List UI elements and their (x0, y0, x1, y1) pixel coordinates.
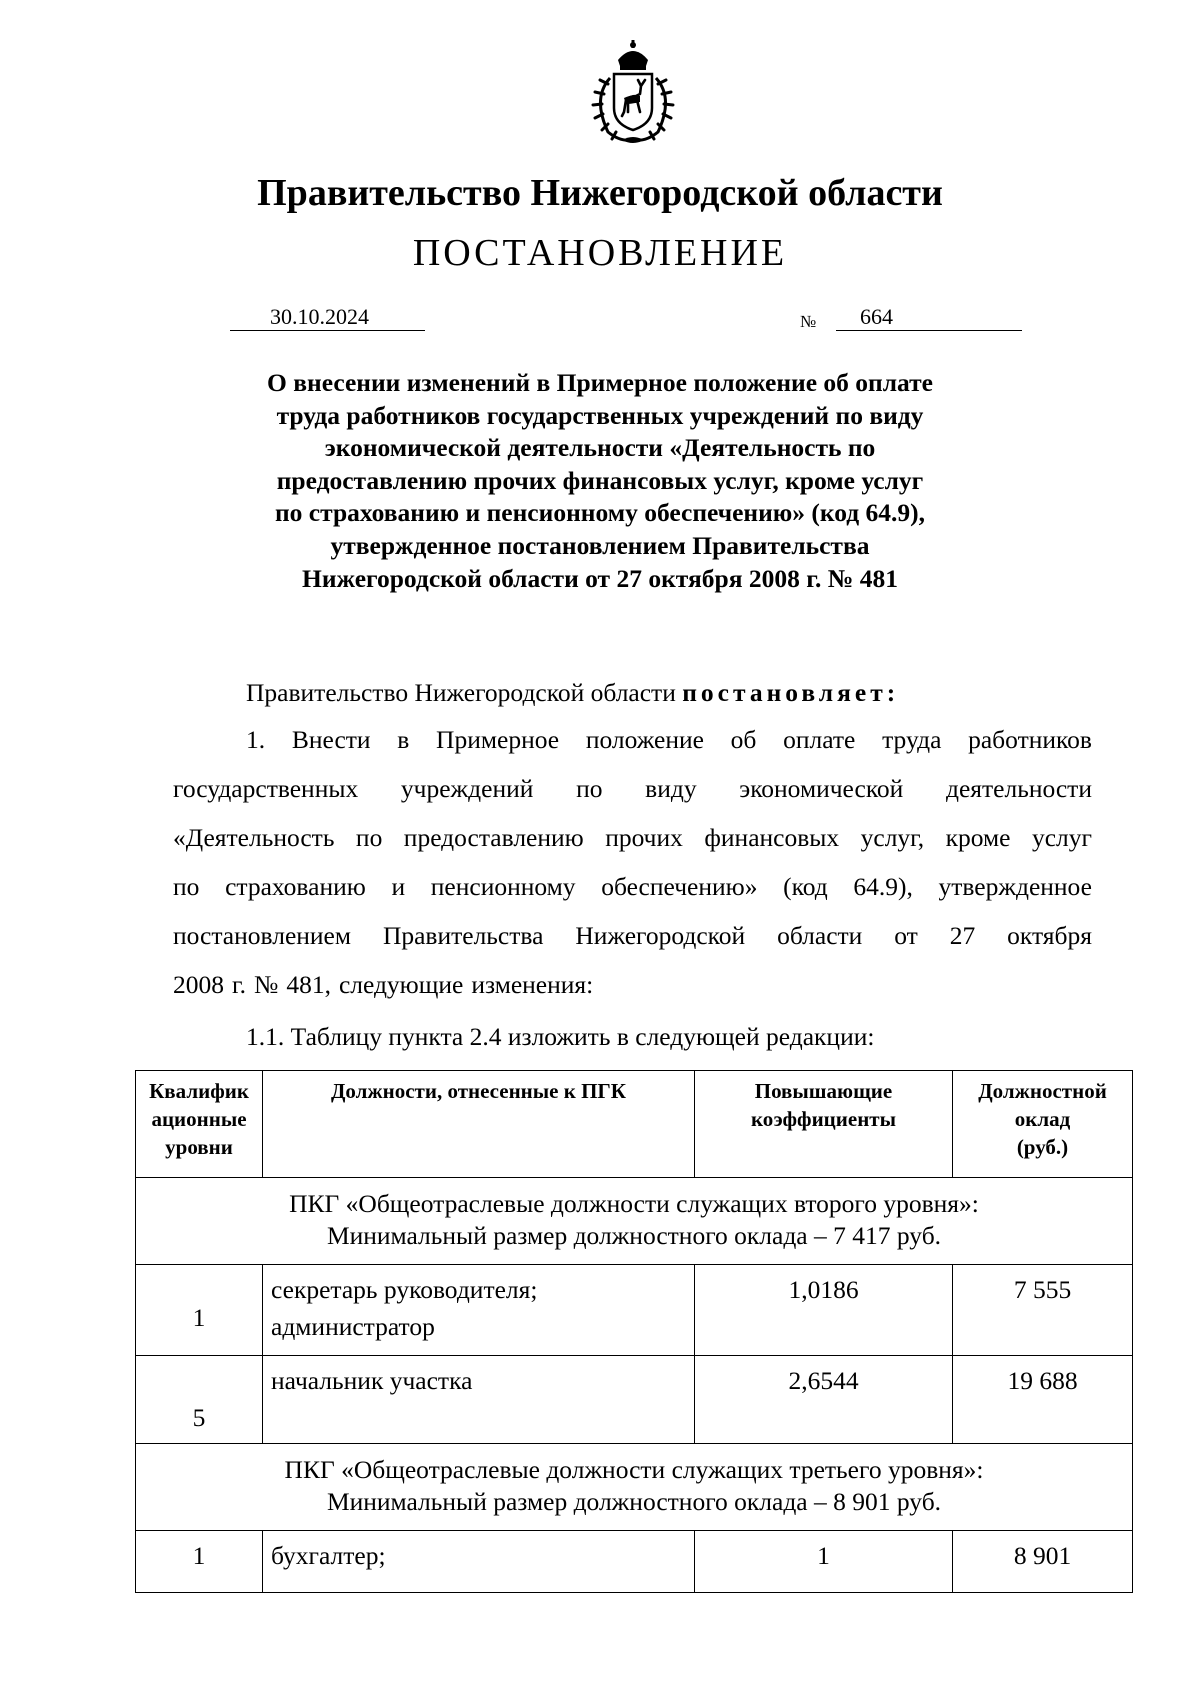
word: пенсионному (430, 872, 576, 901)
header-positions (263, 1071, 695, 1178)
level-cell: 5 (136, 1356, 263, 1444)
document-subject (160, 367, 1040, 595)
word: об (730, 725, 757, 754)
word: № (253, 970, 279, 999)
subject-line: предоставлению прочих финансовых услуг, кроме услуг (276, 465, 924, 495)
header-salary (953, 1071, 1133, 1178)
word: Правительства (382, 921, 544, 950)
header-line: (руб.) (1016, 1135, 1069, 1159)
header-line: коэффициенты (750, 1107, 897, 1131)
word: Нижегородской (575, 921, 746, 950)
word: предоставлению (403, 823, 584, 852)
position-name: бухгалтер; (271, 1541, 386, 1570)
salary-cell: 7 555 (953, 1265, 1133, 1356)
intro-prefix: Правительство Нижегородской области (246, 678, 683, 707)
header-line: уровни (165, 1135, 233, 1159)
document-date-field (230, 304, 425, 331)
salary-table (135, 1070, 1133, 1593)
word: обеспечению» (601, 872, 758, 901)
word: (код (783, 872, 828, 901)
header-coefficients (695, 1071, 953, 1178)
header-line: Повышающие (754, 1079, 893, 1103)
word: оплате (783, 725, 856, 754)
word: кроме (945, 823, 1011, 852)
paragraph-line (173, 773, 1092, 822)
table-group-row (136, 1444, 1133, 1531)
intro-paragraph (246, 677, 899, 709)
table-row (136, 1265, 1133, 1356)
word: страхованию (225, 872, 366, 901)
item-1-1-paragraph: 1.1. Таблицу пункта 2.4 изложить в следующей редакции: (246, 1022, 875, 1051)
group-cell (136, 1444, 1133, 1531)
group-min-salary: Минимальный размер должностного оклада – 8 901 руб. (326, 1487, 942, 1516)
word: 64.9), (853, 872, 913, 901)
word: финансовых (704, 823, 840, 852)
document-date: 30.10.2024 (270, 304, 369, 329)
word: изменения: (471, 970, 594, 999)
document-number: 664 (860, 304, 893, 329)
document-number-field (836, 304, 1022, 331)
word: виду (645, 774, 697, 803)
paragraph-line (173, 822, 1092, 871)
word: постановлением (173, 921, 352, 950)
group-title: ПКГ «Общеотраслевые должности служащих третьего уровня»: (284, 1455, 984, 1484)
subject-line: О внесении изменений в Примерное положение об оплате (267, 368, 933, 397)
table-group-row (136, 1178, 1133, 1265)
subject-line: труда работников государственных учреждений по виду (276, 400, 924, 430)
salary-cell: 19 688 (953, 1356, 1133, 1444)
paragraph-line (173, 724, 1092, 773)
word: по (576, 774, 603, 803)
word: утвержденное (938, 872, 1092, 901)
subject-line: Нижегородской области от 27 октября 2008 г. № 481 (302, 563, 898, 593)
positions-cell (263, 1356, 695, 1444)
header-line: Квалифик (149, 1079, 249, 1103)
table-row (136, 1531, 1133, 1593)
word: по (355, 823, 383, 852)
header-line: оклад (1014, 1107, 1071, 1131)
word: услуг, (860, 823, 925, 852)
table-row (136, 1356, 1133, 1444)
word: 27 (949, 921, 976, 950)
group-title: ПКГ «Общеотраслевые должности служащих второго уровня»: (289, 1189, 979, 1218)
number-sign: № (800, 312, 817, 331)
word: области (777, 921, 863, 950)
paragraph-line (173, 969, 1092, 1018)
item-1-paragraph (173, 724, 1092, 1018)
word: и (391, 872, 406, 901)
coefficient-cell: 2,6544 (695, 1356, 953, 1444)
header-line: Должностной (978, 1079, 1107, 1103)
group-cell (136, 1178, 1133, 1265)
word: услуг (1031, 823, 1092, 852)
coat-of-arms-emblem (578, 38, 688, 148)
word: государственных (173, 774, 359, 803)
word: 2008 (173, 970, 224, 999)
header-line: ационные (151, 1107, 247, 1131)
word: 481, (286, 970, 331, 999)
salary-cell: 8 901 (953, 1531, 1133, 1593)
word: «Деятельность (173, 823, 335, 852)
word: Примерное (436, 725, 560, 754)
word: г. (232, 970, 246, 999)
subject-line: по страхованию и пенсионному обеспечению» (код 64.9), (274, 498, 926, 528)
table-header-row (136, 1071, 1133, 1178)
level-cell: 1 (136, 1531, 263, 1593)
word: от (894, 921, 918, 950)
paragraph-line (173, 871, 1092, 920)
positions-cell (263, 1531, 695, 1593)
word: Внести (291, 725, 371, 754)
level-cell: 1 (136, 1265, 263, 1356)
word: по (173, 872, 200, 901)
intro-verb: постановляет: (682, 678, 900, 707)
positions-cell (263, 1265, 695, 1356)
position-name: администратор (271, 1312, 435, 1341)
group-min-salary: Минимальный размер должностного оклада – 7 417 руб. (326, 1221, 942, 1250)
word: экономической (739, 774, 904, 803)
word: 1. (246, 725, 266, 754)
word: прочих (605, 823, 683, 852)
word: следующие (338, 970, 464, 999)
word: работников (968, 725, 1092, 754)
subject-line: экономической деятельности «Деятельность по (324, 433, 876, 463)
position-name: начальник участка (271, 1366, 473, 1395)
word: деятельности (946, 774, 1092, 803)
word: труда (882, 725, 942, 754)
header-line: Должности, отнесенные к ПГК (330, 1079, 627, 1103)
header-qualification-levels (136, 1071, 263, 1178)
coefficient-cell: 1,0186 (695, 1265, 953, 1356)
document-type: ПОСТАНОВЛЕНИЕ (412, 232, 788, 274)
organization-title: Правительство Нижегородской области (257, 172, 943, 214)
word: октября (1007, 921, 1092, 950)
coefficient-cell: 1 (695, 1531, 953, 1593)
word: положение (585, 725, 704, 754)
paragraph-line (173, 920, 1092, 969)
position-name: секретарь руководителя; (271, 1275, 538, 1304)
word: учреждений (400, 774, 534, 803)
word: в (397, 725, 410, 754)
subject-line: утвержденное постановлением Правительства (330, 530, 870, 560)
